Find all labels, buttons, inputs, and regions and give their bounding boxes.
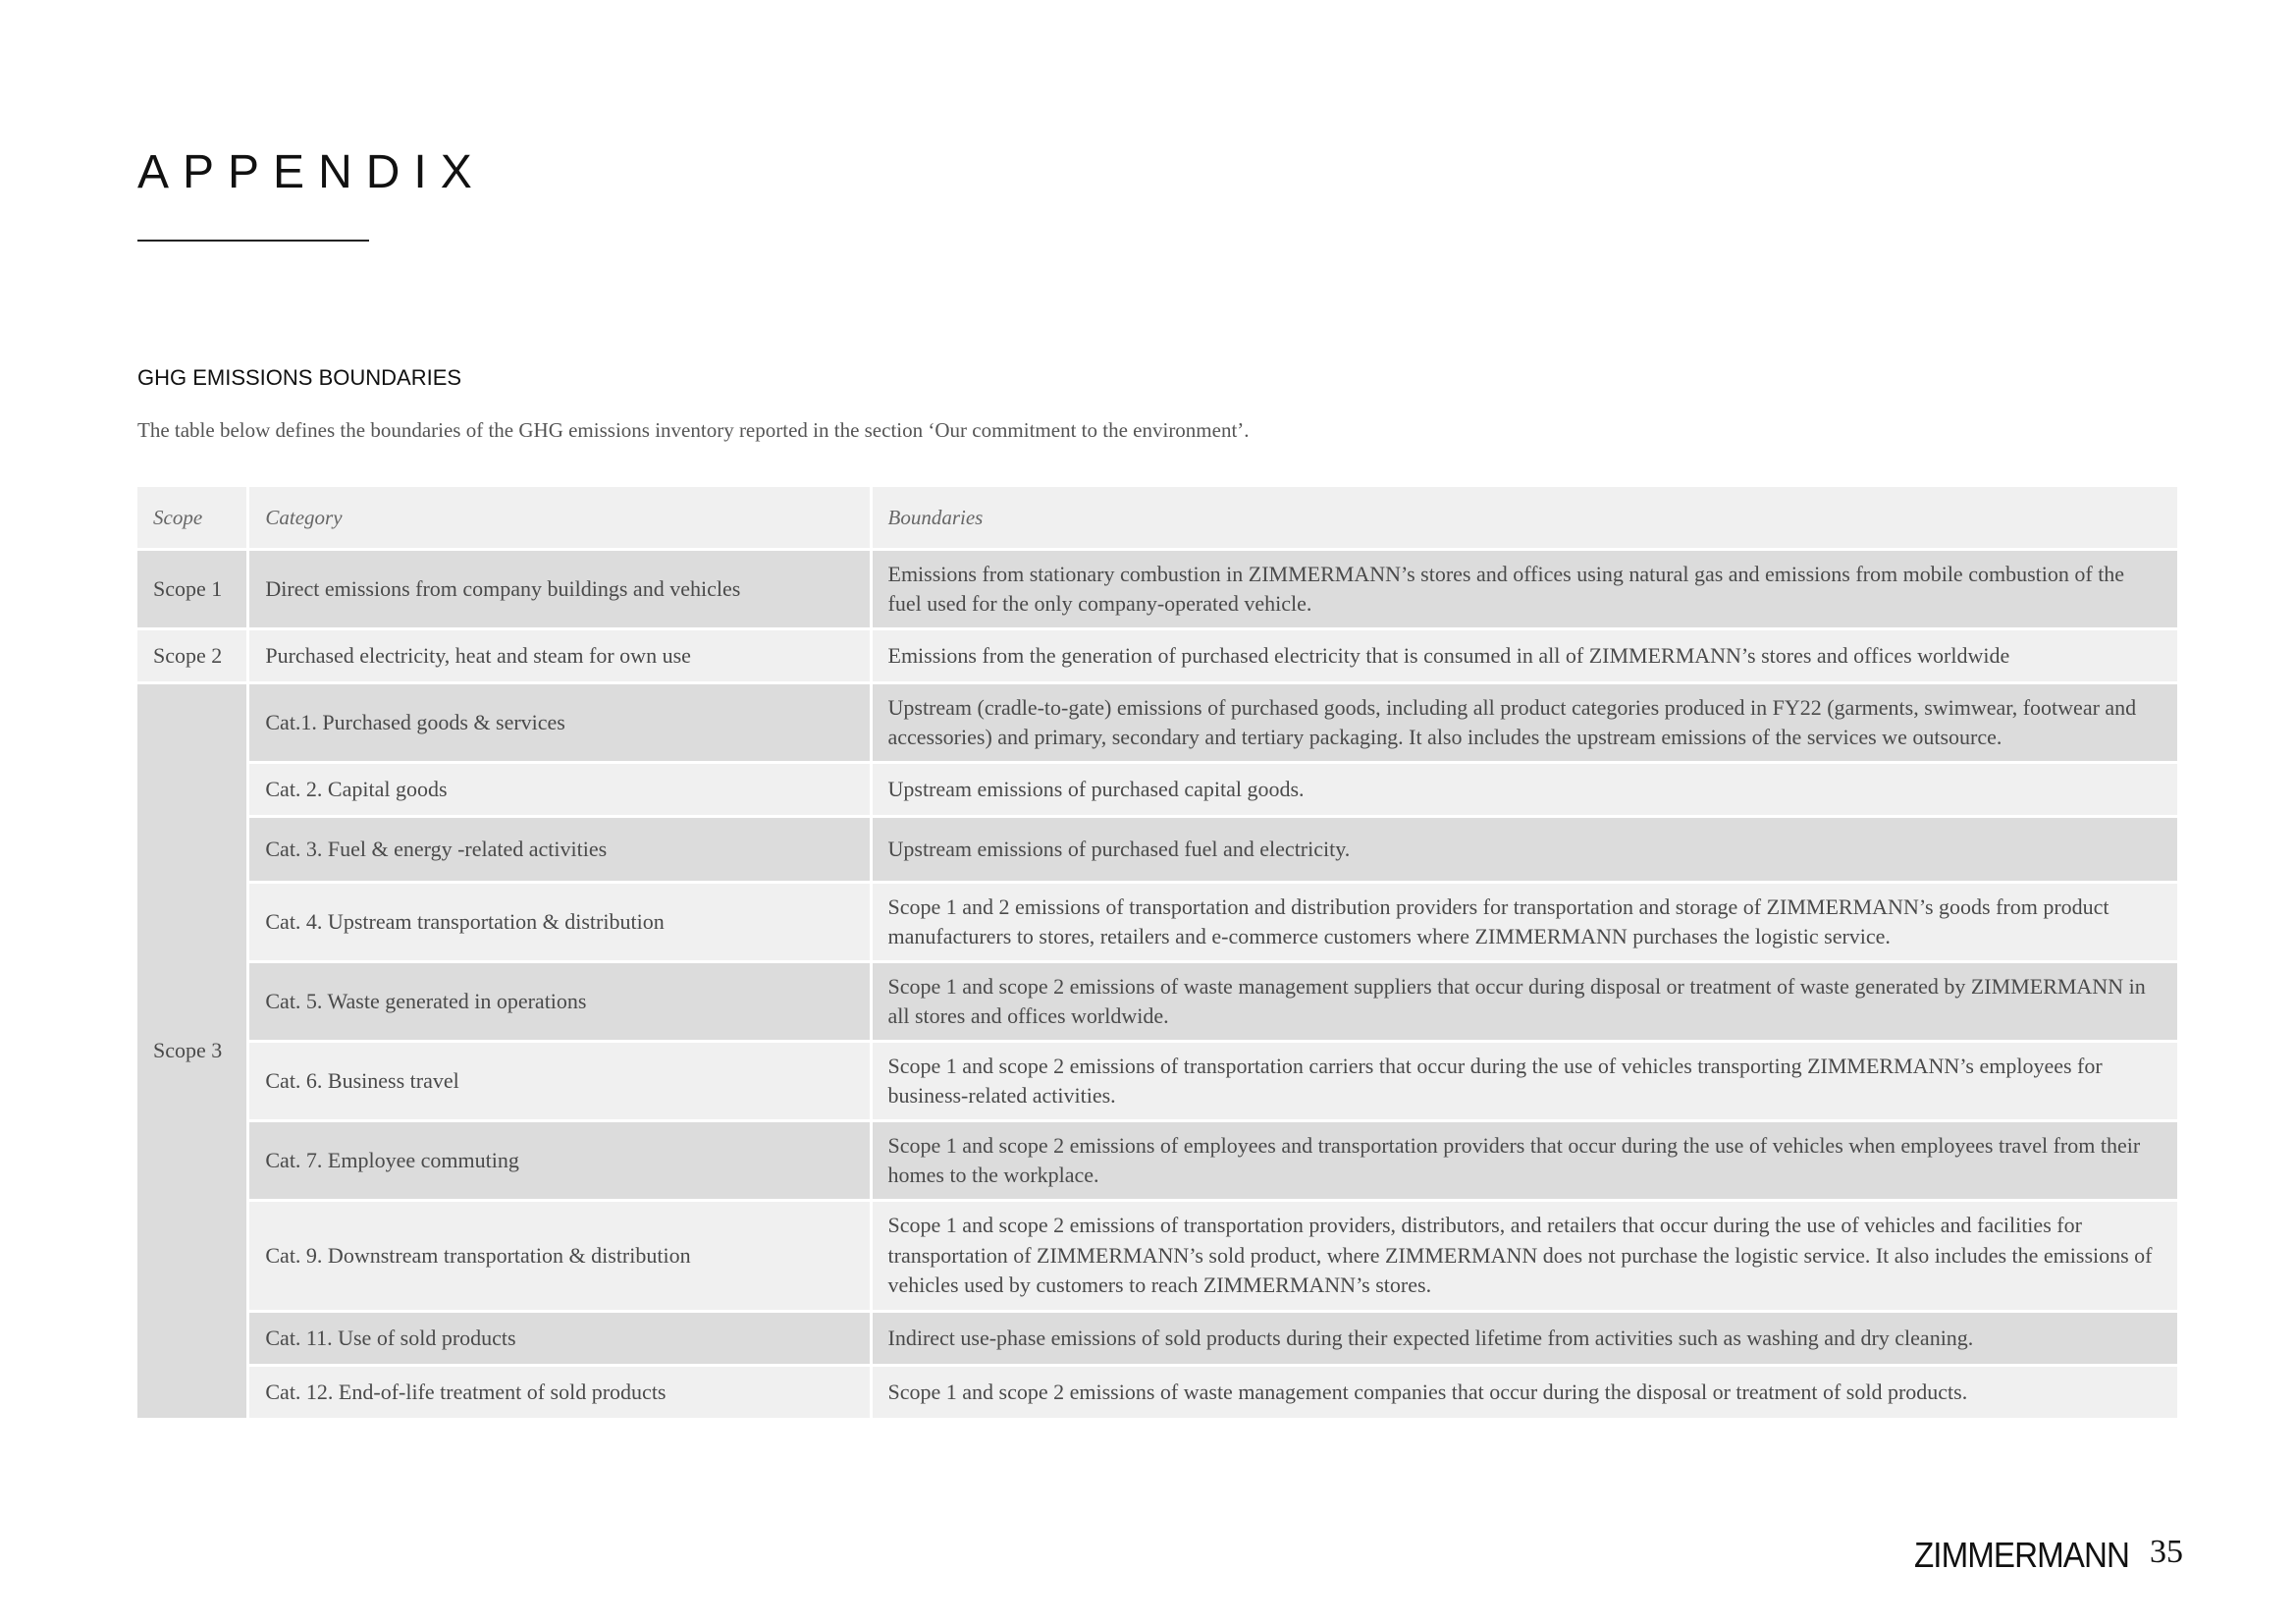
category-cell: Cat. 4. Upstream transportation & distribution bbox=[249, 884, 869, 960]
category-cell: Cat. 7. Employee commuting bbox=[249, 1122, 869, 1199]
section-heading: GHG EMISSIONS BOUNDARIES bbox=[137, 365, 462, 390]
boundaries-cell: Scope 1 and scope 2 emissions of employees and transportation providers that occur during the use of vehicles when employees travel from their homes to the workplace. bbox=[873, 1122, 2178, 1199]
boundaries-cell: Scope 1 and scope 2 emissions of transportation providers, distributors, and retailers that occur during the use of vehicles and facilities for transportation of ZIMMERMANN’s sold product, where ZIMMERMANN does not purchase the logistic service. It also includes the emissions of vehicles used by customers to reach ZIMMERMANN’s stores. bbox=[873, 1202, 2178, 1310]
category-cell: Purchased electricity, heat and steam for own use bbox=[249, 630, 869, 681]
page-title: APPENDIX bbox=[137, 146, 486, 198]
table-row bbox=[137, 963, 2177, 1040]
table-row bbox=[137, 551, 2177, 627]
scope-cell: Scope 1 bbox=[137, 551, 246, 627]
page-number: 35 bbox=[2150, 1534, 2183, 1570]
table-row bbox=[137, 884, 2177, 960]
category-cell: Cat. 12. End-of-life treatment of sold products bbox=[249, 1367, 869, 1418]
scope-cell: Scope 3 bbox=[137, 684, 246, 1418]
column-header-scope: Scope bbox=[137, 487, 246, 548]
table-row bbox=[137, 630, 2177, 681]
category-cell: Cat. 9. Downstream transportation & distribution bbox=[249, 1202, 869, 1310]
category-cell: Cat. 11. Use of sold products bbox=[249, 1313, 869, 1364]
boundaries-cell: Upstream emissions of purchased fuel and electricity. bbox=[873, 818, 2178, 881]
brand-logo: ZIMMERMANN bbox=[1914, 1535, 2129, 1575]
table-row bbox=[137, 1367, 2177, 1418]
table-row bbox=[137, 1043, 2177, 1119]
boundaries-cell: Indirect use-phase emissions of sold products during their expected lifetime from activities such as washing and dry cleaning. bbox=[873, 1313, 2178, 1364]
table-row bbox=[137, 818, 2177, 881]
category-cell: Direct emissions from company buildings and vehicles bbox=[249, 551, 869, 627]
category-cell: Cat. 5. Waste generated in operations bbox=[249, 963, 869, 1040]
boundaries-cell: Scope 1 and scope 2 emissions of transportation carriers that occur during the use of vehicles transporting ZIMMERMANN’s employees for business-related activities. bbox=[873, 1043, 2178, 1119]
column-header-boundaries: Boundaries bbox=[873, 487, 2178, 548]
table-row bbox=[137, 1202, 2177, 1310]
boundaries-cell: Emissions from the generation of purchased electricity that is consumed in all of ZIMMERMANN’s stores and offices worldwide bbox=[873, 630, 2178, 681]
section-intro: The table below defines the boundaries of the GHG emissions inventory reported in the section ‘Our commitment to the environment’. bbox=[137, 418, 1250, 442]
title-underline bbox=[137, 240, 369, 242]
scope-cell: Scope 2 bbox=[137, 630, 246, 681]
table-row bbox=[137, 1122, 2177, 1199]
category-cell: Cat. 6. Business travel bbox=[249, 1043, 869, 1119]
boundaries-cell: Emissions from stationary combustion in ZIMMERMANN’s stores and offices using natural gas and emissions from mobile combustion of the fuel used for the only company-operated vehicle. bbox=[873, 551, 2178, 627]
table-header-row bbox=[137, 487, 2177, 548]
boundaries-cell: Scope 1 and scope 2 emissions of waste management suppliers that occur during disposal or treatment of waste generated by ZIMMERMANN in all stores and offices worldwide. bbox=[873, 963, 2178, 1040]
boundaries-cell: Upstream (cradle-to-gate) emissions of purchased goods, including all product categories produced in FY22 (garments, swimwear, footwear and accessories) and primary, secondary and tertiary packaging. It also includes the upstream emissions of the services we outsource. bbox=[873, 684, 2178, 761]
category-cell: Cat. 2. Capital goods bbox=[249, 764, 869, 815]
table-row bbox=[137, 1313, 2177, 1364]
column-header-category: Category bbox=[249, 487, 869, 548]
category-cell: Cat.1. Purchased goods & services bbox=[249, 684, 869, 761]
boundaries-cell: Scope 1 and scope 2 emissions of waste management companies that occur during the disposal or treatment of sold products. bbox=[873, 1367, 2178, 1418]
table-row bbox=[137, 684, 2177, 761]
category-cell: Cat. 3. Fuel & energy -related activities bbox=[249, 818, 869, 881]
boundaries-cell: Scope 1 and 2 emissions of transportation and distribution providers for transportation and storage of ZIMMERMANN’s goods from product manufacturers to stores, retailers and e-commerce customers where ZIMMERMANN purchases the logistic service. bbox=[873, 884, 2178, 960]
table-row bbox=[137, 764, 2177, 815]
boundaries-cell: Upstream emissions of purchased capital goods. bbox=[873, 764, 2178, 815]
boundaries-table bbox=[134, 484, 2180, 1421]
